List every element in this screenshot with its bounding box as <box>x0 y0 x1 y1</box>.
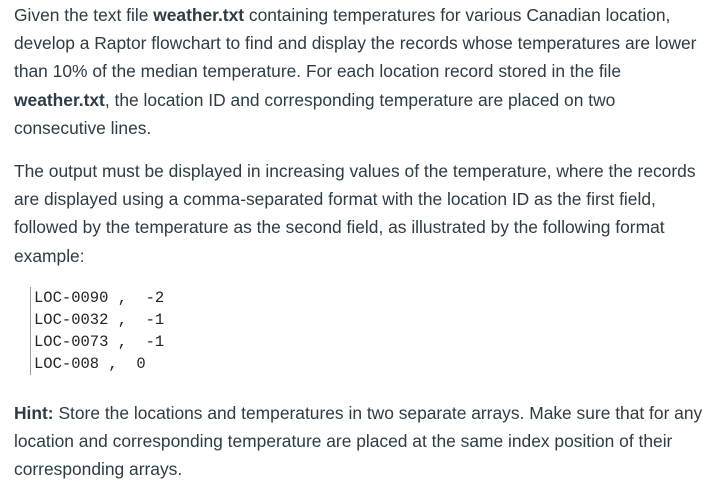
hint-paragraph <box>14 399 704 484</box>
intro-text-2: containing temperatures for various Canadian location, develop a Raptor flowchart to find and display the records whose temperatures are lower than 10% of the median temperature. For each location record stored in the file <box>14 5 697 82</box>
filename-bold-1: weather.txt <box>153 5 245 25</box>
example-line: LOC-0090 , -2 <box>34 289 165 307</box>
intro-paragraph <box>14 1 704 142</box>
example-line: LOC-0073 , -1 <box>34 333 165 351</box>
intro-text-3: , the location ID and corresponding temperature are placed on two consecutive lines. <box>14 89 616 138</box>
example-line: LOC-0032 , -1 <box>34 311 165 329</box>
output-paragraph: The output must be displayed in increasing values of the temperature, where the records are displayed using a comma-separated format with the location ID as the first field, followed by the temperature as the second field, as illustrated by the following format example: <box>14 161 696 266</box>
filename-bold-2: weather.txt <box>14 89 105 110</box>
example-line: LOC-008 , 0 <box>34 355 146 373</box>
hint-label: Hint: <box>14 403 54 423</box>
format-example-block <box>30 287 164 375</box>
hint-text: Store the locations and temperatures in two separate arrays. Make sure that for any location and corresponding temperature are placed at the same index position of their corresponding arrays. <box>14 403 703 480</box>
intro-text-1: Given the text file <box>14 5 154 25</box>
